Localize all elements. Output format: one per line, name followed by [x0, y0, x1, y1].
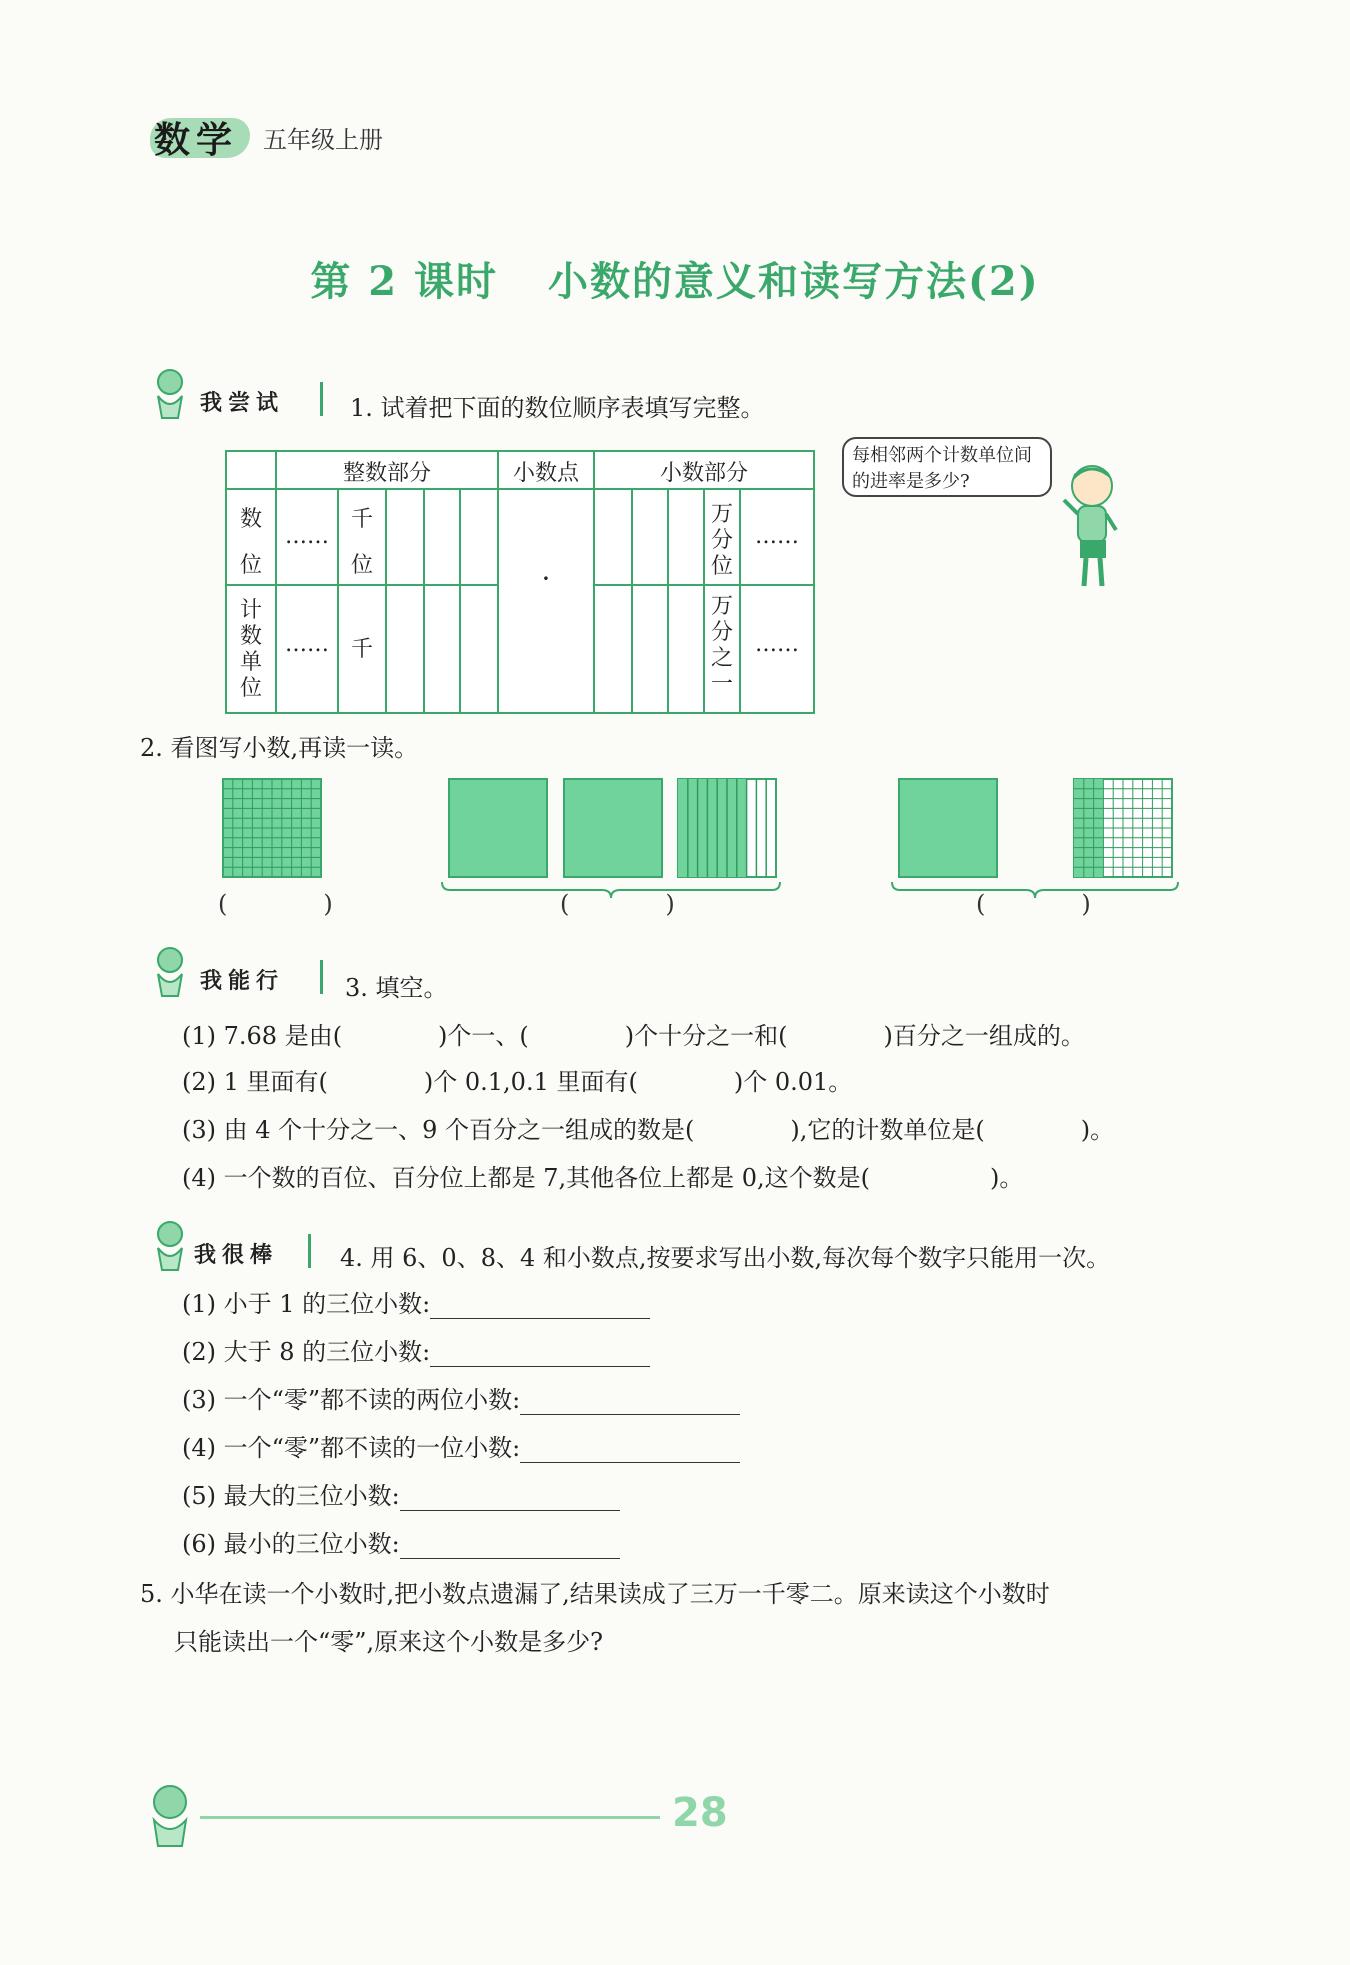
- q4-item-4-label: (4) 一个“零”都不读的一位小数:: [182, 1434, 521, 1462]
- section-try-label: 我尝试: [200, 391, 285, 416]
- page-number: 28: [672, 1790, 728, 1836]
- q1-text: 1. 试着把下面的数位顺序表填写完整。: [350, 394, 765, 422]
- hint-bubble: 每相邻两个计数单位间的进率是多少?: [842, 437, 1052, 497]
- q4-answer-2[interactable]: [430, 1342, 650, 1367]
- q2-figure-2a: [448, 778, 548, 878]
- q2-text: 2. 看图写小数,再读一读。: [140, 734, 419, 762]
- q4-item-5: [182, 1476, 620, 1511]
- q2-figure-3b: [1073, 778, 1173, 878]
- mascot-icon: [148, 366, 192, 420]
- q3-item-1: (1) 7.68 是由( )个一、( )个十分之一和( )百分之一组成的。: [182, 1022, 1085, 1050]
- q3-text: 3. 填空。: [345, 974, 448, 1002]
- decimal-point-header: 小数点: [512, 461, 579, 486]
- q4-item-3-label: (3) 一个“零”都不读的两位小数:: [182, 1386, 521, 1414]
- q4-answer-3[interactable]: [520, 1390, 740, 1415]
- q4-item-1: [182, 1284, 650, 1319]
- lesson-title: [0, 250, 1350, 307]
- row-unit-label: 计数单位: [239, 598, 262, 701]
- unit-dots-right: ……: [755, 632, 799, 657]
- section-try-badge: [148, 380, 328, 420]
- q4-text: 4. 用 6、0、8、4 和小数点,按要求写出小数,每次每个数字只能用一次。: [340, 1244, 1111, 1272]
- row-place-label-a: 数: [239, 507, 262, 532]
- lesson-number: 第 2 课时: [310, 258, 498, 305]
- mascot-icon: [148, 944, 192, 998]
- q4-item-4: [182, 1428, 740, 1463]
- subject-title: 数学: [154, 120, 239, 161]
- q2-figure-2c: [677, 778, 777, 878]
- mascot-icon: [148, 1218, 192, 1272]
- q4-item-1-label: (1) 小于 1 的三位小数:: [182, 1290, 431, 1318]
- q4-answer-1[interactable]: [430, 1294, 650, 1319]
- subject-badge: [150, 112, 250, 160]
- thousands-place-b: 位: [350, 553, 373, 578]
- lesson-topic: 小数的意义和读写方法(2): [548, 258, 1040, 305]
- q2-answer-2: ( ): [560, 890, 675, 918]
- q5-line-2: 只能读出一个“零”,原来这个小数是多少?: [174, 1628, 604, 1656]
- section-great-badge: [148, 1232, 328, 1272]
- integer-part-header: 整数部分: [342, 461, 431, 486]
- q2-answer-3: ( ): [976, 890, 1091, 918]
- section-can-badge: [148, 958, 328, 998]
- footer-mascot-icon: [140, 1780, 200, 1850]
- section-can-label: 我能行: [200, 969, 285, 994]
- q5-line-1: 5. 小华在读一个小数时,把小数点遗漏了,结果读成了三万一千零二。原来读这个小数时: [140, 1580, 1050, 1608]
- q3-item-4: (4) 一个数的百位、百分位上都是 7,其他各位上都是 0,这个数是( )。: [182, 1164, 1024, 1192]
- q2-answer-1: ( ): [218, 890, 333, 918]
- footer-rule: [200, 1816, 660, 1819]
- thousands-place-a: 千: [350, 507, 373, 532]
- section-great-label: 我很棒: [194, 1243, 279, 1268]
- place-value-table: [225, 450, 815, 714]
- boy-mascot-icon: [1050, 460, 1130, 595]
- q2-figure-3a: [898, 778, 998, 878]
- q4-item-2-label: (2) 大于 8 的三位小数:: [182, 1338, 431, 1366]
- decimal-point-mark: ·: [541, 562, 551, 595]
- grade-label: 五年级上册: [263, 126, 383, 154]
- q4-item-6: [182, 1524, 620, 1559]
- unit-dots-left: ……: [285, 632, 329, 657]
- q4-answer-5[interactable]: [400, 1486, 620, 1511]
- q3-item-2: (2) 1 里面有( )个 0.1,0.1 里面有( )个 0.01。: [182, 1068, 853, 1096]
- place-dots-left: ……: [285, 524, 329, 549]
- q2-figure-2b: [563, 778, 663, 878]
- q4-item-3: [182, 1380, 740, 1415]
- place-dots-right: ……: [755, 524, 799, 549]
- q4-item-2: [182, 1332, 650, 1367]
- q4-item-6-label: (6) 最小的三位小数:: [182, 1530, 400, 1558]
- q4-answer-4[interactable]: [520, 1438, 740, 1463]
- q4-item-5-label: (5) 最大的三位小数:: [182, 1482, 400, 1510]
- q3-item-3: (3) 由 4 个十分之一、9 个百分之一组成的数是( ),它的计数单位是( )。: [182, 1116, 1115, 1144]
- decimal-part-header: 小数部分: [659, 461, 748, 486]
- thousands-unit: 千: [350, 637, 373, 662]
- ten-thousandths-unit: 万分之一: [710, 594, 733, 697]
- q4-answer-6[interactable]: [400, 1534, 620, 1559]
- row-place-label-b: 位: [239, 553, 262, 578]
- ten-thousandths-place: 万分位: [710, 502, 733, 579]
- q2-figure-1: [222, 778, 322, 878]
